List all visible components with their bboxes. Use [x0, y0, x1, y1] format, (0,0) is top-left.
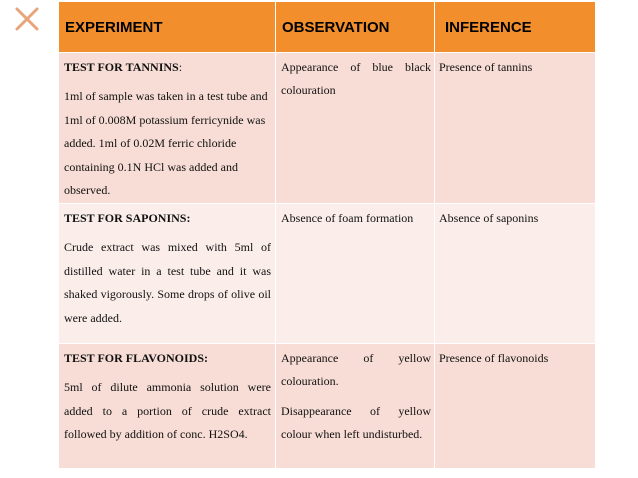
- procedure-text: Crude extract was mixed with 5ml of distilled water in a test tube and it was shaked vigorously. Some drops of olive oil were added.: [64, 240, 271, 325]
- table-row: [59, 344, 596, 469]
- inference-cell: [435, 344, 596, 469]
- experiment-cell: [59, 53, 276, 204]
- header-inference: INFERENCE: [435, 2, 596, 53]
- observation-cell: [276, 53, 435, 204]
- x-mark-icon: [14, 6, 40, 32]
- inference-text: Presence of flavonoids: [439, 351, 549, 365]
- table-row: [59, 53, 596, 204]
- observation-cell: [276, 204, 435, 344]
- experiment-cell: [59, 344, 276, 469]
- header-experiment: EXPERIMENT: [59, 2, 276, 53]
- inference-text: Presence of tannins: [439, 60, 533, 74]
- procedure-text: 5ml of dilute ammonia solution were added to a portion of crude extract followed by addition of conc. H2SO4.: [64, 380, 271, 442]
- observation-text: Appearance of blue black colouration: [281, 60, 431, 98]
- table-row: [59, 204, 596, 344]
- observation-text-2: Disappearance of yellow colour when left undisturbed.: [281, 403, 431, 442]
- test-title: TEST FOR FLAVONOIDS:: [64, 351, 209, 365]
- procedure-text: 1ml of sample was taken in a test tube and 1ml of 0.008M potassium ferricynide was added. 1ml of 0.02M ferric chloride containing 0.1N HCl was added and observed.: [64, 89, 268, 197]
- results-table: [58, 1, 596, 469]
- inference-text: Absence of saponins: [439, 211, 539, 225]
- inference-cell: [435, 204, 596, 344]
- table-header-row: [59, 2, 596, 53]
- test-title: TEST FOR TANNINS:: [64, 60, 183, 74]
- header-observation: OBSERVATION: [276, 2, 435, 53]
- test-title: TEST FOR SAPONINS:: [64, 211, 191, 225]
- observation-cell: [276, 344, 435, 469]
- experiment-cell: [59, 204, 276, 344]
- observation-text: Appearance of yellow colouration.: [281, 351, 431, 389]
- observation-text: Absence of foam formation: [281, 211, 414, 225]
- inference-cell: [435, 53, 596, 204]
